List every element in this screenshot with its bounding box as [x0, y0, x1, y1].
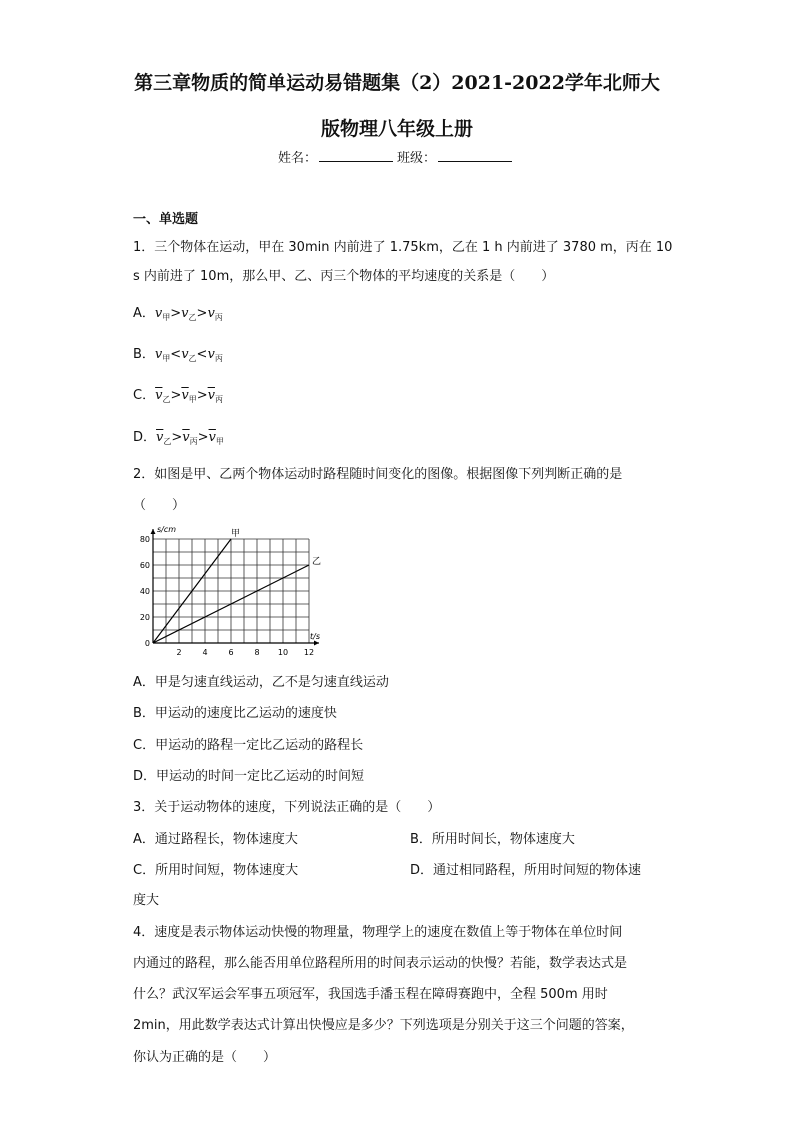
q2-stem-line2: （ ） [133, 498, 186, 513]
y-tick-label: 20 [139, 613, 150, 622]
y-tick-label: 40 [139, 587, 150, 596]
q1-stem-line2: s 内前进了 10m，那么甲、乙、丙三个物体的平均速度的关系是（ ） [133, 269, 555, 284]
x-axis-label: t/s [310, 632, 320, 641]
q2-option-a[interactable]: A．甲是匀速直线运动，乙不是匀速直线运动 [133, 675, 389, 690]
q1-option-d[interactable]: D．$\overline{v}_乙>\overline{v}_丙>\overline{v}_甲$ [133, 430, 224, 446]
name-blank[interactable] [319, 149, 393, 162]
q2-option-b[interactable]: B．甲运动的速度比乙运动的速度快 [133, 706, 337, 721]
q2-option-c[interactable]: C．甲运动的路程一定比乙运动的路程长 [133, 738, 364, 753]
q1-option-b[interactable]: B．$v_甲<v_乙<v_丙$ [133, 347, 223, 363]
x-tick-label: 8 [254, 648, 260, 657]
q4-line5: 你认为正确的是（ ） [133, 1050, 277, 1065]
x-tick-label: 6 [228, 648, 234, 657]
chart-svg [136, 520, 326, 660]
student-info-line [0, 147, 794, 166]
y-tick-label: 0 [144, 639, 150, 648]
y-axis-label: s/cm [157, 525, 177, 534]
distance-time-chart [136, 520, 326, 664]
q1-stem-line1: 1．三个物体在运动，甲在 30min 内前进了 1.75km，乙在 1 h 内前进了 3780 m，丙在 10 [133, 240, 673, 255]
y-tick-label: 80 [139, 535, 150, 544]
q3-option-a[interactable]: A．通过路程长，物体速度大 [133, 832, 298, 847]
q2-stem-line1: 2．如图是甲、乙两个物体运动时路程随时间变化的图像。根据图像下列判断正确的是 [133, 467, 623, 482]
page-title-line1: 第三章物质的简单运动易错题集（2）2021-2022学年北师大 [134, 72, 660, 94]
q4-line1: 4．速度是表示物体运动快慢的物理量，物理学上的速度在数值上等于物体在单位时间 [133, 925, 623, 940]
q3-option-d-line2: 度大 [133, 893, 160, 908]
x-tick-label: 12 [303, 648, 315, 657]
x-tick-label: 2 [176, 648, 182, 657]
series-label-1: 甲 [231, 529, 241, 539]
q1-option-a[interactable]: A．$v_甲>v_乙>v_丙$ [133, 306, 223, 322]
section-title: 一、单选题 [133, 212, 199, 227]
class-label: 班级： [397, 151, 437, 166]
q4-line2: 内通过的路程，那么能否用单位路程所用的时间表示运动的快慢？若能，数学表达式是 [133, 956, 628, 971]
class-blank[interactable] [438, 149, 512, 162]
x-tick-label: 4 [202, 648, 208, 657]
x-axis-arrow [314, 641, 319, 646]
y-tick-label: 60 [139, 561, 150, 570]
q3-stem: 3．关于运动物体的速度，下列说法正确的是（ ） [133, 800, 441, 815]
q2-option-d[interactable]: D．甲运动的时间一定比乙运动的时间短 [133, 769, 365, 784]
page-title-line2: 版物理八年级上册 [320, 118, 473, 140]
q3-option-d-line1[interactable]: D．通过相同路程，所用时间短的物体速 [410, 863, 642, 878]
x-tick-label: 10 [277, 648, 289, 657]
q4-line3: 什么？武汉军运会军事五项冠军，我国选手潘玉程在障碍赛跑中，全程 500m 用时 [133, 987, 608, 1002]
q1-option-c[interactable]: C．$\overline{v}_乙>\overline{v}_甲>\overline{v}_丙$ [133, 388, 223, 404]
q3-option-c[interactable]: C．所用时间短，物体速度大 [133, 863, 299, 878]
series-label-2: 乙 [312, 557, 322, 567]
q3-option-b[interactable]: B．所用时间长，物体速度大 [410, 832, 575, 847]
q4-line4: 2min，用此数学表达式计算出快慢应是多少？下列选项是分别关于这三个问题的答案， [133, 1018, 634, 1033]
y-axis-arrow [151, 529, 156, 534]
name-label: 姓名： [277, 151, 317, 166]
